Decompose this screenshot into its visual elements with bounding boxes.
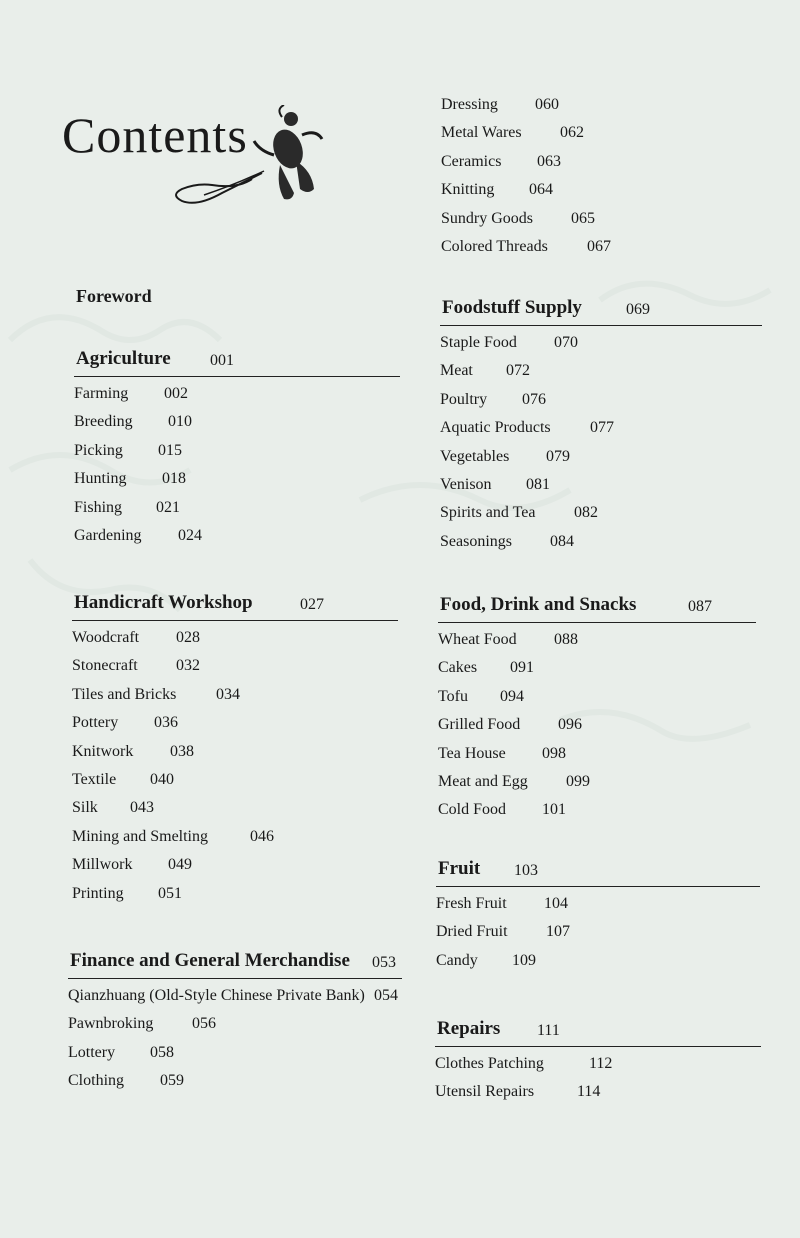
- list-item[interactable]: Meat 072: [440, 362, 530, 380]
- list-item[interactable]: Silk 043: [72, 799, 154, 817]
- list-item[interactable]: Cakes 091: [438, 659, 534, 677]
- list-item[interactable]: Knitting 064: [441, 181, 553, 199]
- list-item[interactable]: Tea House 098: [438, 744, 566, 762]
- list-item[interactable]: Sundry Goods 065: [441, 209, 595, 227]
- list-item[interactable]: Vegetables 079: [440, 447, 570, 465]
- list-item[interactable]: Woodcraft 028: [72, 629, 200, 646]
- continued-list: [441, 90, 761, 260]
- list-item[interactable]: Clothing 059: [68, 1072, 184, 1090]
- list-item[interactable]: Poultry 076: [440, 390, 546, 408]
- section-heading[interactable]: Fruit 103: [436, 856, 760, 887]
- section-finance-general-merchandise: [68, 948, 402, 1095]
- list-item[interactable]: Hunting 018: [74, 470, 186, 488]
- contents-heading: [62, 105, 362, 225]
- list-item[interactable]: Breeding 010: [74, 413, 192, 431]
- list-item[interactable]: Tiles and Bricks 034: [72, 685, 240, 703]
- list-item[interactable]: Mining and Smelting 046: [72, 827, 274, 845]
- list-item[interactable]: Seasonings 084: [440, 532, 574, 550]
- list-item[interactable]: Gardening 024: [74, 526, 202, 544]
- list-item[interactable]: Wheat Food 088: [438, 631, 578, 648]
- section-fruit: [436, 856, 760, 974]
- list-item[interactable]: Staple Food 070: [440, 334, 578, 351]
- list-item[interactable]: Pawnbroking 056: [68, 1015, 216, 1033]
- list-item[interactable]: Spirits and Tea 082: [440, 504, 598, 522]
- list-item[interactable]: Candy 109: [436, 951, 536, 969]
- list-item[interactable]: Venison 081: [440, 475, 550, 493]
- list-item[interactable]: Knitwork 038: [72, 742, 194, 760]
- list-item[interactable]: Fishing 021: [74, 498, 180, 516]
- list-item[interactable]: Grilled Food 096: [438, 716, 582, 734]
- list-item[interactable]: Meat and Egg 099: [438, 772, 590, 790]
- list-item[interactable]: Clothes Patching 112: [435, 1055, 613, 1072]
- list-item[interactable]: Dried Fruit 107: [436, 923, 570, 941]
- section-heading[interactable]: Food, Drink and Snacks 087: [438, 592, 756, 623]
- section-food-drink-snacks: [438, 592, 756, 824]
- page-title: Contents: [62, 107, 248, 163]
- section-heading[interactable]: Agriculture 001: [74, 346, 400, 377]
- list-item[interactable]: Printing 051: [72, 884, 182, 902]
- section-heading[interactable]: Foodstuff Supply 069: [440, 295, 762, 326]
- list-item[interactable]: Picking 015: [74, 441, 182, 459]
- section-heading[interactable]: Repairs 111: [435, 1016, 761, 1047]
- list-item[interactable]: Textile 040: [72, 770, 174, 788]
- list-item[interactable]: Aquatic Products 077: [440, 419, 614, 437]
- list-item[interactable]: Qianzhuang (Old-Style Chinese Private Bank) 054: [68, 987, 398, 1004]
- section-foodstuff-supply: [440, 295, 762, 555]
- foreword-entry[interactable]: Foreword: [76, 286, 152, 306]
- list-item[interactable]: Fresh Fruit 104: [436, 895, 568, 912]
- list-item[interactable]: Dressing 060: [441, 96, 559, 113]
- list-item[interactable]: Tofu 094: [438, 687, 524, 705]
- list-item[interactable]: Utensil Repairs 114: [435, 1083, 601, 1101]
- list-item[interactable]: Millwork 049: [72, 856, 192, 874]
- list-item[interactable]: Stonecraft 032: [72, 657, 200, 675]
- section-handicraft-workshop: [72, 590, 398, 907]
- list-item[interactable]: Lottery 058: [68, 1043, 174, 1061]
- list-item[interactable]: Pottery 036: [72, 714, 178, 732]
- list-item[interactable]: Ceramics 063: [441, 152, 561, 170]
- list-item[interactable]: Farming 002: [74, 385, 188, 402]
- list-item[interactable]: Metal Wares 062: [441, 124, 584, 142]
- list-item[interactable]: Colored Threads 067: [441, 237, 611, 255]
- section-heading[interactable]: Finance and General Merchandise 053: [68, 948, 402, 979]
- section-heading[interactable]: Handicraft Workshop 027: [72, 590, 398, 621]
- section-repairs: [435, 1016, 761, 1106]
- list-item[interactable]: Cold Food 101: [438, 801, 566, 819]
- flying-figure-icon: [170, 105, 335, 220]
- section-agriculture: [74, 346, 400, 549]
